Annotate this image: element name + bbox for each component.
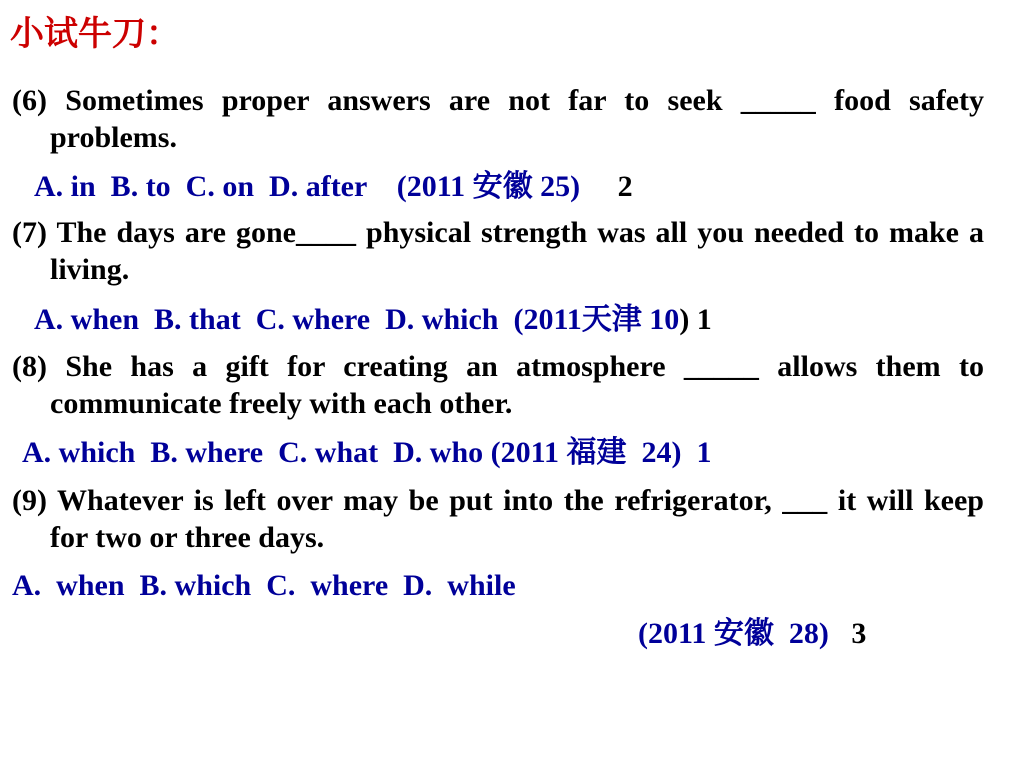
question-8-answer: 1 <box>696 436 712 469</box>
slide-title: 小试牛刀： <box>10 14 180 54</box>
question-6-answer: 2 <box>617 170 633 203</box>
question-8-stem: (8) She has a gift for creating an atmosphere _____ allows them to communicate freely with each other. <box>12 350 984 420</box>
question-9-answer: 3 <box>851 617 867 650</box>
question-6-source: (2011 安徽 25) <box>396 170 618 203</box>
question-7-stem: (7) The days are gone____ physical strength was all you needed to make a living. <box>12 216 984 286</box>
question-6-stem: (6) Sometimes proper answers are not far to seek _____ food safety problems. <box>12 84 984 154</box>
question-9-source: (2011 安徽 28) <box>638 617 852 650</box>
question-6-options <box>34 168 633 205</box>
question-8-choices: A. which B. where C. what D. who <box>22 436 491 469</box>
question-7-choices: A. when B. that C. where D. which <box>34 303 514 336</box>
question-7-answer: ) 1 <box>679 303 712 336</box>
question-9-source-line <box>638 615 866 652</box>
question-8-options <box>22 434 711 471</box>
question-7-source: (2011天津 10 <box>513 303 680 336</box>
question-9-stem: (9) Whatever is left over may be put into the refrigerator, ___ it will keep for two or three days. <box>12 484 984 554</box>
question-7-options <box>34 301 712 338</box>
question-6-choices: A. in B. to C. on D. after <box>34 170 397 203</box>
question-8-source: (2011 福建 24) <box>490 436 697 469</box>
question-9-choices: A. when B. which C. where D. while <box>12 569 516 602</box>
